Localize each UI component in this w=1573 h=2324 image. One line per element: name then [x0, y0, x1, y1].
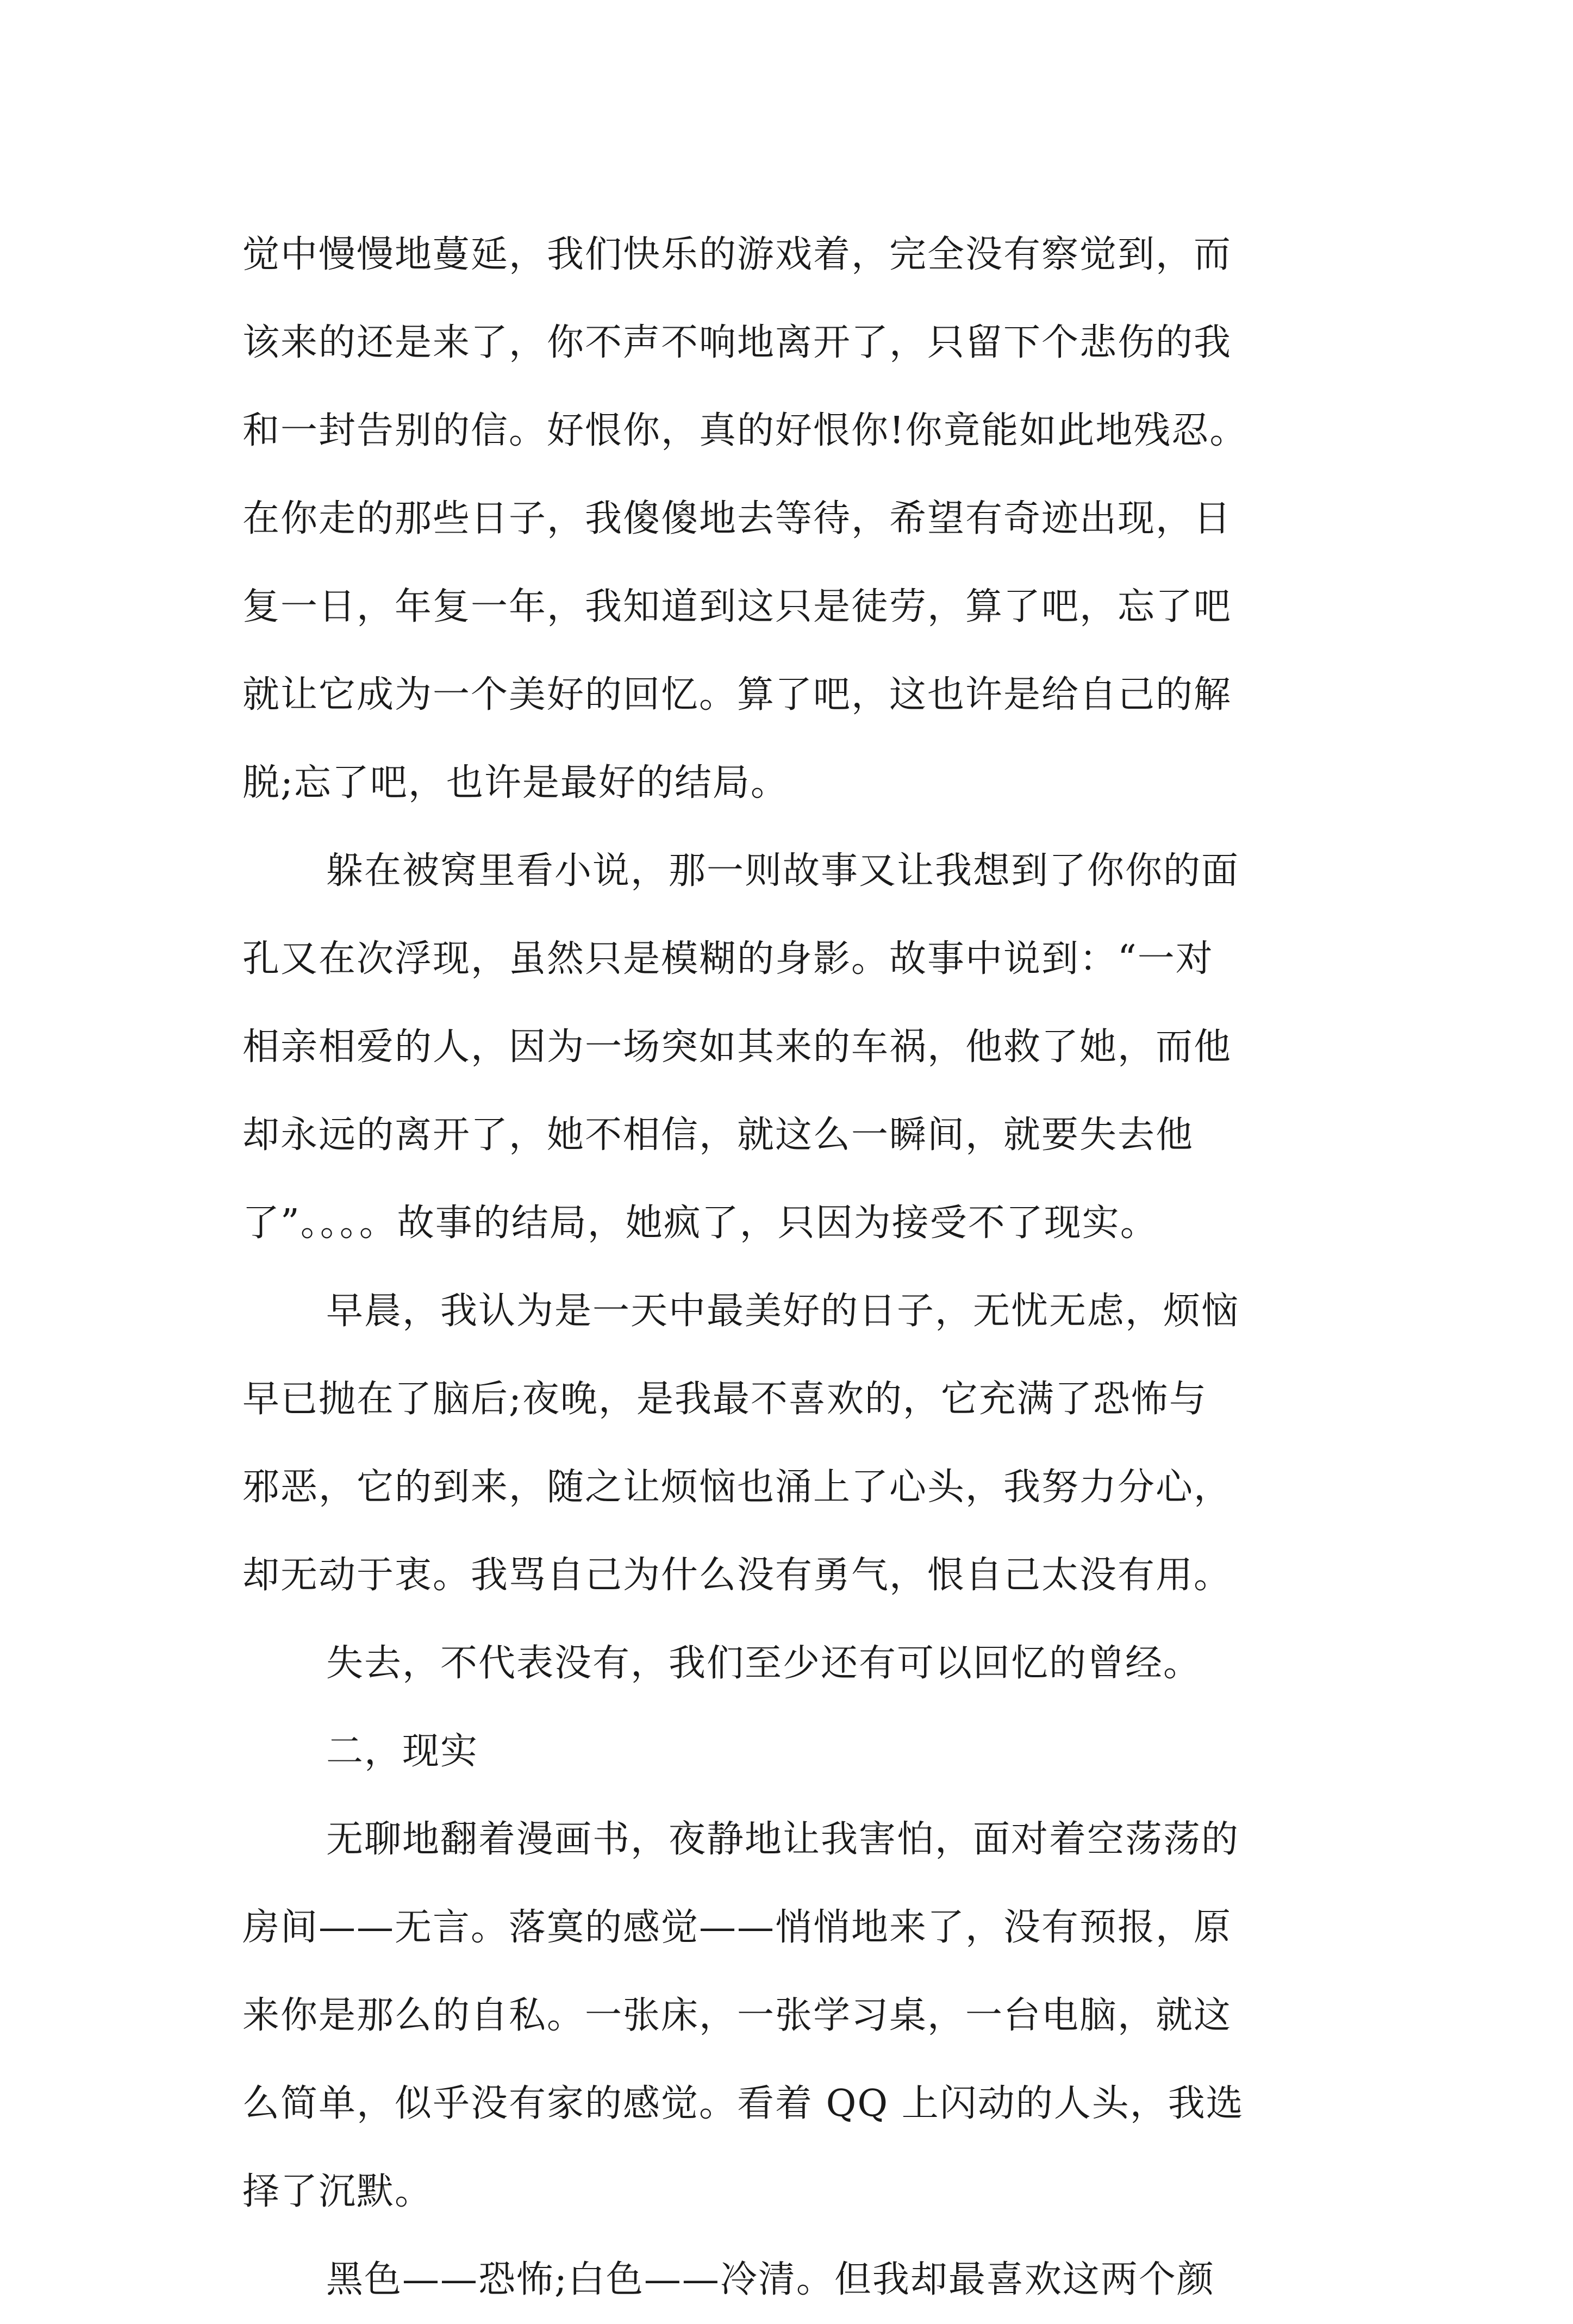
text-line: 躲在被窝里看小说，那一则故事又让我想到了你你的面: [326, 849, 1240, 892]
text-line: 早已抛在了脑后;夜晚，是我最不喜欢的，它充满了恐怖与: [242, 1378, 1207, 1421]
text-line: 早晨，我认为是一天中最美好的日子，无忧无虑，烦恼: [326, 1290, 1240, 1333]
text-line: 无聊地翻着漫画书，夜静地让我害怕，面对着空荡荡的: [326, 1818, 1240, 1861]
text-line: 邪恶，它的到来，随之让烦恼也涌上了心头，我努力分心，: [242, 1466, 1232, 1509]
text-line: 择了沉默。: [242, 2170, 433, 2213]
text-line: 房间——无言。落寞的感觉——悄悄地来了，没有预报，原: [242, 1906, 1232, 1949]
text-line: 复一日，年复一年，我知道到这只是徒劳，算了吧，忘了吧: [242, 585, 1232, 628]
text-line: 脱;忘了吧，也许是最好的结局。: [242, 761, 789, 804]
text-line: 该来的还是来了，你不声不响地离开了，只留下个悲伤的我: [242, 321, 1232, 364]
text-line: 了”。。。。故事的结局，她疯了，只因为接受不了现实。: [242, 1202, 1158, 1245]
text-line: 来你是那么的自私。一张床，一张学习桌，一台电脑，就这: [242, 1994, 1232, 2037]
text-line: 孔又在次浮现，虽然只是模糊的身影。故事中说到：“一对: [242, 938, 1214, 980]
text-line: 在你走的那些日子，我傻傻地去等待，希望有奇迹出现，日: [242, 497, 1232, 540]
body-text: [242, 211, 1362, 2324]
text-line: 却永远的离开了，她不相信，就这么一瞬间，就要失去他: [242, 1114, 1194, 1157]
text-line: 觉中慢慢地蔓延，我们快乐的游戏着，完全没有察觉到，而: [242, 233, 1232, 276]
text-line: 失去，不代表没有，我们至少还有可以回忆的曾经。: [326, 1642, 1202, 1685]
text-line: 和一封告别的信。好恨你，真的好恨你!你竟能如此地残忍。: [242, 409, 1248, 452]
text-line: 黑色——恐怖;白色——冷清。但我却最喜欢这两个颜: [326, 2258, 1215, 2301]
text-line: 就让它成为一个美好的回忆。算了吧，这也许是给自己的解: [242, 673, 1232, 716]
text-line: 么简单，似乎没有家的感觉。看着 QQ 上闪动的人头，我选: [242, 2082, 1244, 2125]
text-line: 相亲相爱的人，因为一场突如其来的车祸，他救了她，而他: [242, 1026, 1232, 1069]
text-line: 却无动于衷。我骂自己为什么没有勇气，恨自己太没有用。: [242, 1554, 1232, 1597]
text-line: 二，现实: [326, 1730, 479, 1773]
